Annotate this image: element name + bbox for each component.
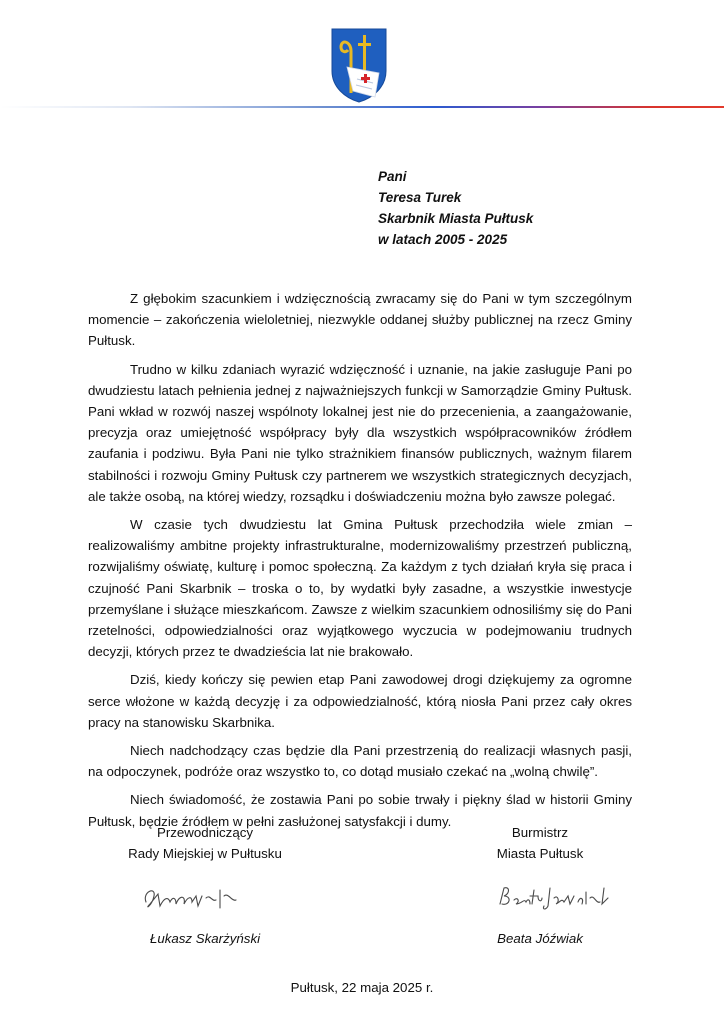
letter-body [88, 288, 632, 839]
coat-of-arms-icon [329, 27, 389, 103]
paragraph: W czasie tych dwudziestu lat Gmina Pułtusk przechodziła wiele zmian – realizowaliśmy ambitne projekty infrastrukturalne, modernizowaliśmy przestrzeń publiczną, rozwijaliśmy oświatę, kulturę i pomoc społeczną. Za każdym z tych działań kryła się praca i czujność Pani Skarbnik – troska o to, by wydatki były zasadne, a wszystkie inwestycje przemyślane i służące mieszkańcom. Zawsze z wielkim szacunkiem odnosiliśmy się do Pani rzetelności, odpowiedzialności oraz wyjątkowego wyczucia w podejmowaniu trudnych decyzji, których przez te dwadzieścia lat nie brakowało. [88, 517, 632, 660]
recipient-salutation: Pani [378, 169, 407, 184]
paragraph: Trudno w kilku zdaniach wyrazić wdzięczność i uznanie, na jakie zasługuje Pani po dwudziestu latach pełnienia jednej z najważniejszych funkcji w Samorządzie Gminy Pułtusk. Pani wkład w rozwój naszej wspólnoty lokalnej jest nie do przecenienia, a zaangażowanie, precyzja oraz umiejętność współpracy były dla wszystkich współpracowników źródłem zaufania i podziwu. Była Pani nie tylko strażnikiem finansów publicznych, ważnym filarem stabilności i rozwoju Gminy Pułtusk czy partnerem we wszystkich strategicznych decyzjach, ale także osobą, na której wiedzy, rozsądku i doświadczeniu można było zawsze polegać. [88, 361, 632, 504]
signature-block-left [105, 822, 305, 864]
handwritten-signature-left [140, 880, 240, 916]
signatory-title: Rady Miejskiej w Pułtusku [128, 846, 282, 861]
signatory-title: Miasta Pułtusk [496, 846, 584, 861]
place-date: Pułtusk, 22 maja 2025 r. [290, 980, 434, 995]
paragraph: Z głębokim szacunkiem i wdzięcznością zwracamy się do Pani w tym szczególnym momencie – zakończenia wieloletniej, niezwykle oddanej służby publicznej na rzecz Gminy Pułtusk. [88, 291, 632, 349]
signature-name-right-block [440, 928, 640, 949]
recipient-period: w latach 2005 - 2025 [378, 232, 508, 247]
signatory-name: Beata Jóźwiak [497, 931, 583, 946]
recipient-name: Teresa Turek [378, 190, 462, 205]
paragraph: Niech świadomość, że zostawia Pani po sobie trwały i piękny ślad w historii Gminy Pułtusk, będzie źródłem w pełni zasłużonej satysfakcji i dumy. [88, 792, 632, 829]
handwritten-signature-right [496, 880, 616, 912]
signatory-name: Łukasz Skarżyński [149, 931, 261, 946]
signature-block-right [440, 822, 640, 864]
paragraph: Niech nadchodzący czas będzie dla Pani przestrzenią do realizacji własnych pasji, na odpoczynek, podróże oraz wszystko to, co dotąd musiało czekać na „wolną chwilę”. [88, 743, 632, 780]
signatory-title: Burmistrz [511, 825, 569, 840]
signatory-title: Przewodniczący [156, 825, 254, 840]
paragraph: Dziś, kiedy kończy się pewien etap Pani zawodowej drogi dziękujemy za ogromne serce włożone w każdą decyzję i za odpowiedzialność, którą niosła Pani przez cały okres pracy na stanowisku Skarbnika. [88, 672, 632, 730]
signature-name-left-block [105, 928, 305, 949]
recipient-block [378, 166, 533, 250]
header-rule [0, 106, 724, 108]
recipient-title: Skarbnik Miasta Pułtusk [378, 211, 534, 226]
